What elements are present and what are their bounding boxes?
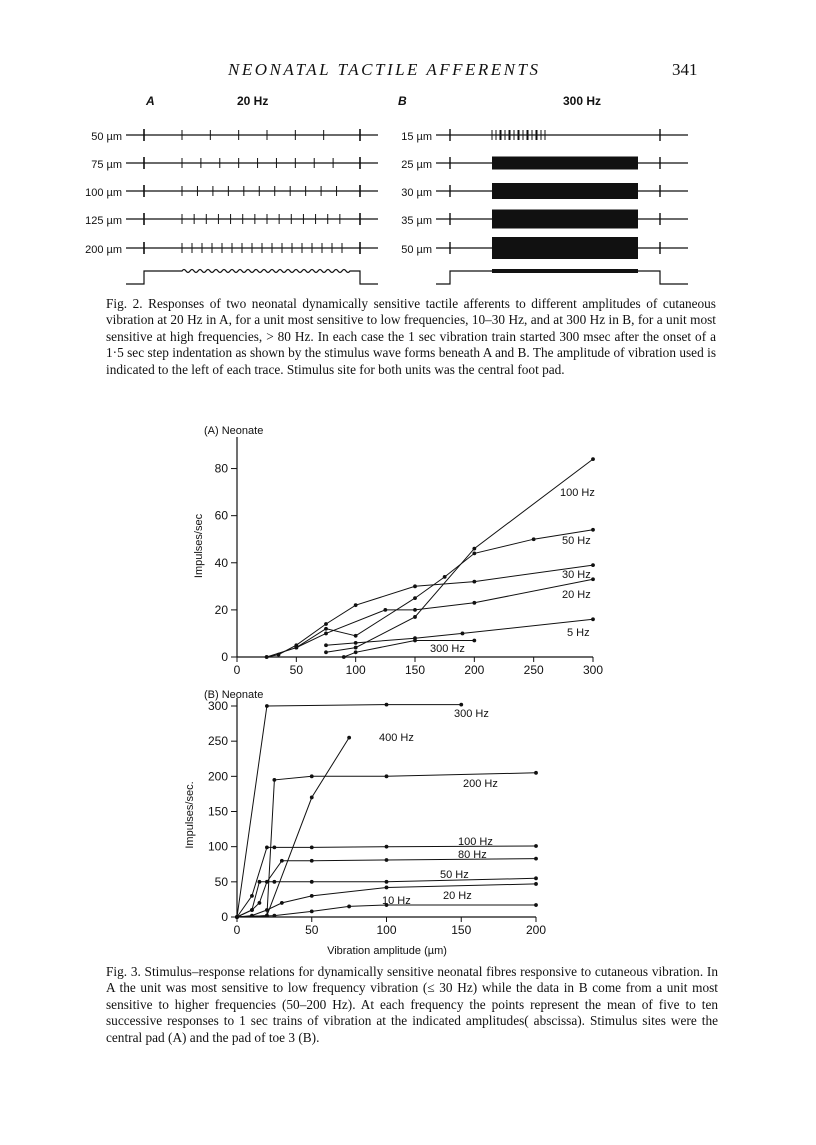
- x-tick-label: 150: [404, 663, 426, 677]
- data-point: [250, 908, 254, 912]
- x-tick-label: 100: [376, 923, 397, 937]
- data-point: [280, 901, 284, 905]
- data-point: [472, 580, 476, 584]
- chart-b-title: (B) Neonate: [204, 689, 264, 701]
- series-label: 400 Hz: [379, 732, 414, 744]
- data-point: [272, 914, 276, 918]
- y-tick-label: 0: [221, 650, 228, 664]
- figure-3-caption: Fig. 3. Stimulus–response relations for dynamically sensitive neonatal fibres responsive to cutaneous vibration. In A the unit was most sensitive to low frequency vibration (≤ 30 Hz) while the data in B come from a unit most sensitive to higher frequencies (50–200 Hz). At each frequency the points represent the mean of five to ten successive responses to 1 sec trains of vibration at the indicated amplitudes( abscissa). Stimulus sites were the central pad (A) and the pad of toe 3 (B).: [106, 964, 718, 1045]
- data-point: [472, 639, 476, 643]
- data-point: [534, 882, 538, 886]
- data-point: [534, 771, 538, 775]
- x-tick-label: 250: [523, 663, 544, 677]
- series-line: [296, 530, 593, 648]
- data-point: [443, 575, 447, 579]
- series-label: 300 Hz: [430, 643, 465, 655]
- data-point: [324, 622, 328, 626]
- data-point: [385, 858, 389, 862]
- spike-burst: [492, 183, 638, 199]
- data-point: [385, 880, 389, 884]
- panel-b-stimulus-waveform: [436, 269, 688, 284]
- trace-label: 25 µm: [401, 159, 432, 171]
- panel-b-traces: [401, 129, 688, 259]
- data-point: [385, 845, 389, 849]
- data-point: [385, 774, 389, 778]
- stimulus-wave-a: [126, 270, 378, 285]
- page-number: 341: [672, 60, 698, 79]
- series-label: 50 Hz: [440, 869, 469, 881]
- trace-label: 15 µm: [401, 131, 432, 143]
- page-header: [0, 60, 816, 86]
- data-point: [472, 547, 476, 551]
- data-point: [534, 844, 538, 848]
- data-point: [310, 894, 314, 898]
- trace-label: 35 µm: [401, 215, 432, 227]
- running-title: NEONATAL TACTILE AFFERENTS: [228, 60, 541, 79]
- data-point: [354, 650, 358, 654]
- data-point: [342, 655, 346, 659]
- data-point: [591, 617, 595, 621]
- data-point: [258, 880, 262, 884]
- data-point: [354, 634, 358, 638]
- series-label: 50 Hz: [562, 535, 591, 547]
- data-point: [532, 537, 536, 541]
- trace-label: 30 µm: [401, 187, 432, 199]
- y-tick-label: 80: [214, 461, 228, 476]
- data-point: [534, 903, 538, 907]
- y-tick-label: 0: [221, 910, 228, 924]
- figure-2-caption: Fig. 2. Responses of two neonatal dynamically sensitive tactile afferents to different amplitudes of cutaneous vibration at 20 Hz in A, for a unit most sensitive to low frequencies, 10–30 Hz, and at 300 Hz in B, for a unit most sensitive at high frequencies, > 80 Hz. In each case the 1 sec vibration train started 300 msec after the onset of a 1·5 sec step indentation as shown by the stimulus wave forms beneath A and B. The amplitude of vibration used is indicated to the left of each trace. Stimulus site for both units was the central foot pad.: [106, 296, 716, 377]
- data-point: [347, 736, 351, 740]
- x-tick-label: 200: [525, 923, 547, 937]
- stimulus-vibration-b: [492, 269, 638, 273]
- series-label: 20 Hz: [443, 890, 472, 902]
- data-point: [472, 601, 476, 605]
- y-tick-label: 40: [214, 555, 228, 570]
- panel-a-label: A: [146, 94, 155, 108]
- figure-3: [0, 420, 816, 960]
- panel-b-frequency: 300 Hz: [563, 94, 602, 108]
- data-point: [265, 655, 269, 659]
- data-point: [534, 876, 538, 880]
- series-label: 20 Hz: [562, 589, 591, 601]
- y-tick-label: 250: [207, 734, 228, 749]
- data-point: [265, 704, 269, 708]
- panel-b-label: B: [398, 94, 407, 108]
- data-point: [324, 650, 328, 654]
- data-point: [534, 857, 538, 861]
- spike-burst: [492, 210, 638, 229]
- series-label: 200 Hz: [463, 778, 498, 790]
- trace-label: 125 µm: [85, 215, 122, 227]
- chart-a-title: (A) Neonate: [204, 425, 264, 437]
- trace-label: 75 µm: [91, 159, 122, 171]
- data-point: [272, 880, 276, 884]
- data-point: [413, 584, 417, 588]
- y-tick-label: 200: [207, 769, 228, 784]
- data-point: [235, 915, 239, 919]
- trace-label: 50 µm: [401, 244, 432, 256]
- data-point: [472, 551, 476, 555]
- series-label: 100 Hz: [560, 487, 595, 499]
- data-point: [294, 646, 298, 650]
- panel-a-stimulus-waveform: [126, 270, 378, 285]
- chart-a: [193, 425, 603, 677]
- panel-a-traces: [85, 129, 378, 256]
- data-point: [347, 905, 351, 909]
- data-point: [354, 641, 358, 645]
- chart-b-xlabel: Vibration amplitude (µm): [327, 945, 447, 957]
- x-tick-label: 0: [233, 923, 241, 937]
- data-point: [591, 577, 595, 581]
- data-point: [385, 703, 389, 707]
- data-point: [310, 909, 314, 913]
- figure-2: [0, 88, 816, 293]
- data-point: [413, 615, 417, 619]
- data-point: [324, 643, 328, 647]
- y-tick-label: 100: [207, 839, 228, 854]
- data-point: [383, 608, 387, 612]
- trace-label: 100 µm: [85, 187, 122, 199]
- data-point: [354, 646, 358, 650]
- y-tick-label: 60: [214, 508, 228, 523]
- data-point: [461, 632, 465, 636]
- data-point: [310, 845, 314, 849]
- series-label: 300 Hz: [454, 708, 489, 720]
- chart-b: [184, 689, 546, 957]
- trace-label: 50 µm: [91, 131, 122, 143]
- series-line: [326, 619, 593, 645]
- data-point: [385, 886, 389, 890]
- x-tick-label: 150: [451, 923, 472, 937]
- data-point: [413, 639, 417, 643]
- data-point: [324, 632, 328, 636]
- series-label: 10 Hz: [382, 895, 411, 907]
- x-tick-label: 200: [464, 663, 485, 677]
- y-tick-label: 300: [207, 699, 228, 713]
- data-point: [591, 457, 595, 461]
- data-point: [272, 778, 276, 782]
- data-point: [591, 528, 595, 532]
- data-point: [310, 774, 314, 778]
- chart-a-ylabel: Impulses/sec: [193, 513, 205, 579]
- data-point: [354, 603, 358, 607]
- x-tick-label: 0: [233, 663, 241, 677]
- x-tick-label: 50: [305, 923, 319, 937]
- data-point: [310, 859, 314, 863]
- data-point: [272, 845, 276, 849]
- data-point: [258, 901, 262, 905]
- data-point: [310, 796, 314, 800]
- data-point: [413, 596, 417, 600]
- y-tick-label: 50: [214, 874, 228, 889]
- series-label: 100 Hz: [458, 836, 493, 848]
- data-point: [265, 908, 269, 912]
- trace-label: 200 µm: [85, 244, 122, 256]
- data-point: [413, 608, 417, 612]
- y-tick-label: 150: [207, 804, 228, 819]
- spike-burst: [492, 237, 638, 259]
- y-tick-label: 20: [214, 602, 228, 617]
- data-point: [280, 859, 284, 863]
- series-label: 80 Hz: [458, 849, 487, 861]
- data-point: [591, 563, 595, 567]
- data-point: [324, 627, 328, 631]
- data-point: [265, 845, 269, 849]
- spike-burst: [492, 157, 638, 170]
- x-tick-label: 50: [289, 663, 304, 677]
- data-point: [250, 894, 254, 898]
- data-point: [459, 703, 463, 707]
- x-tick-label: 300: [582, 663, 604, 677]
- chart-b-ylabel: Impulses/sec.: [184, 781, 196, 849]
- series-label: 5 Hz: [567, 627, 590, 639]
- panel-a-frequency: 20 Hz: [237, 94, 269, 108]
- data-point: [310, 880, 314, 884]
- x-tick-label: 100: [345, 663, 366, 677]
- series-label: 30 Hz: [562, 569, 591, 581]
